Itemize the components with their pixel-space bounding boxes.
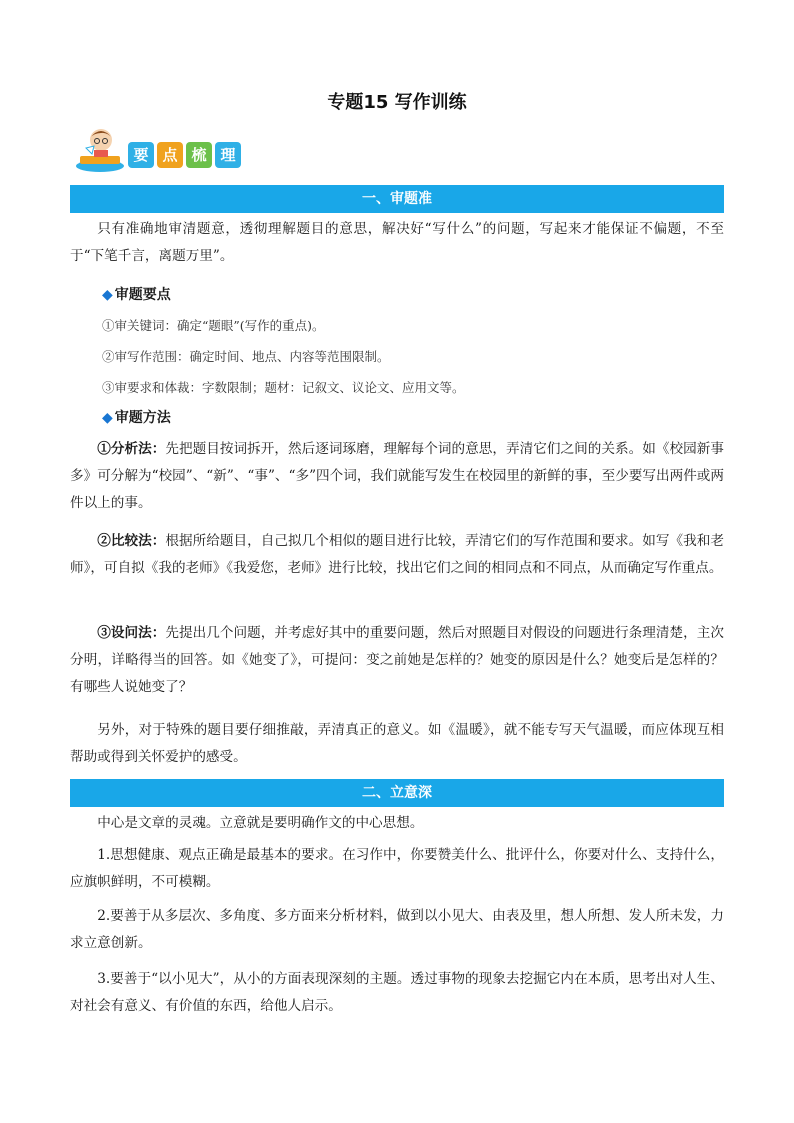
page-title: 专题15 写作训练 — [327, 92, 467, 113]
list-item: 3.要善于“以小见大”，从小的方面表现深刻的主题。透过事物的现象去挖掘它内在本质，思考出对人生、对社会有意义、有价值的东西，给他人启示。 — [70, 971, 724, 1014]
list-item: 1.思想健康、观点正确是最基本的要求。在习作中，你要赞美什么、批评什么，你要对什么、支持什么，应旗帜鲜明，不可模糊。 — [70, 847, 724, 890]
section-header-1: 一、审题准 — [70, 185, 724, 213]
list-item: ②审写作范围：确定时间、地点、内容等范围限制。 — [102, 349, 390, 364]
section1-intro: 只有准确地审清题意，透彻理解题目的意思，解决好“写什么”的问题，写起来才能保证不偏题，不至于“下笔千言，离题万里”。 — [70, 221, 724, 264]
list-item: ③审要求和体裁：字数限制；题材：记叙文、议论文、应用文等。 — [102, 380, 465, 395]
banner-char: 点 — [157, 142, 183, 168]
diamond-icon: ◆ — [102, 410, 113, 426]
method-question: ③设问法：先提出几个问题，并考虑好其中的重要问题，然后对照题目对假设的问题进行条理清楚，主次分明，详略得当的回答。如《她变了》，可提问：变之前她是怎样的？她变的原因是什么？她变后是怎样的？有哪些人说她变了？ — [70, 625, 725, 695]
banner-char: 要 — [128, 142, 154, 168]
section2-intro: 中心是文章的灵魂。立意就是要明确作文的中心思想。 — [97, 815, 424, 831]
banner-char: 梳 — [186, 142, 212, 168]
method-compare: ②比较法：根据所给题目，自己拟几个相似的题目进行比较，弄清它们的写作范围和要求。如写《我和老师》，可自拟《我的老师》《我爱您，老师》进行比较，找出它们之间的相同点和不同点，从而确定写作重点。 — [70, 533, 725, 576]
banner-char: 理 — [215, 142, 241, 168]
diamond-icon: ◆ — [102, 287, 113, 303]
points-subtitle: ◆ 审题要点 — [102, 287, 171, 303]
key-points-banner — [74, 126, 264, 174]
method-analysis: ①分析法：先把题目按词拆开，然后逐词琢磨，理解每个词的意思，弄清它们之间的关系。如《校园新事多》可分解为“校园”、“新”、“事”、“多”四个词，我们就能写发生在校园里的新鲜的事，至少要写出两件或两件以上的事。 — [70, 441, 725, 511]
section-header-2: 二、立意深 — [70, 779, 724, 807]
student-reading-icon — [74, 126, 126, 174]
list-item: ①审关键词：确定“题眼”(写作的重点)。 — [102, 318, 325, 333]
methods-subtitle: ◆ 审题方法 — [102, 410, 171, 426]
list-item: 2.要善于从多层次、多角度、多方面来分析材料，做到以小见大、由表及里，想人所想、发人所未发，力求立意创新。 — [70, 908, 724, 951]
section1-extra: 另外，对于特殊的题目要仔细推敲，弄清真正的意义。如《温暖》，就不能专写天气温暖，而应体现互相帮助或得到关怀爱护的感受。 — [70, 722, 724, 765]
